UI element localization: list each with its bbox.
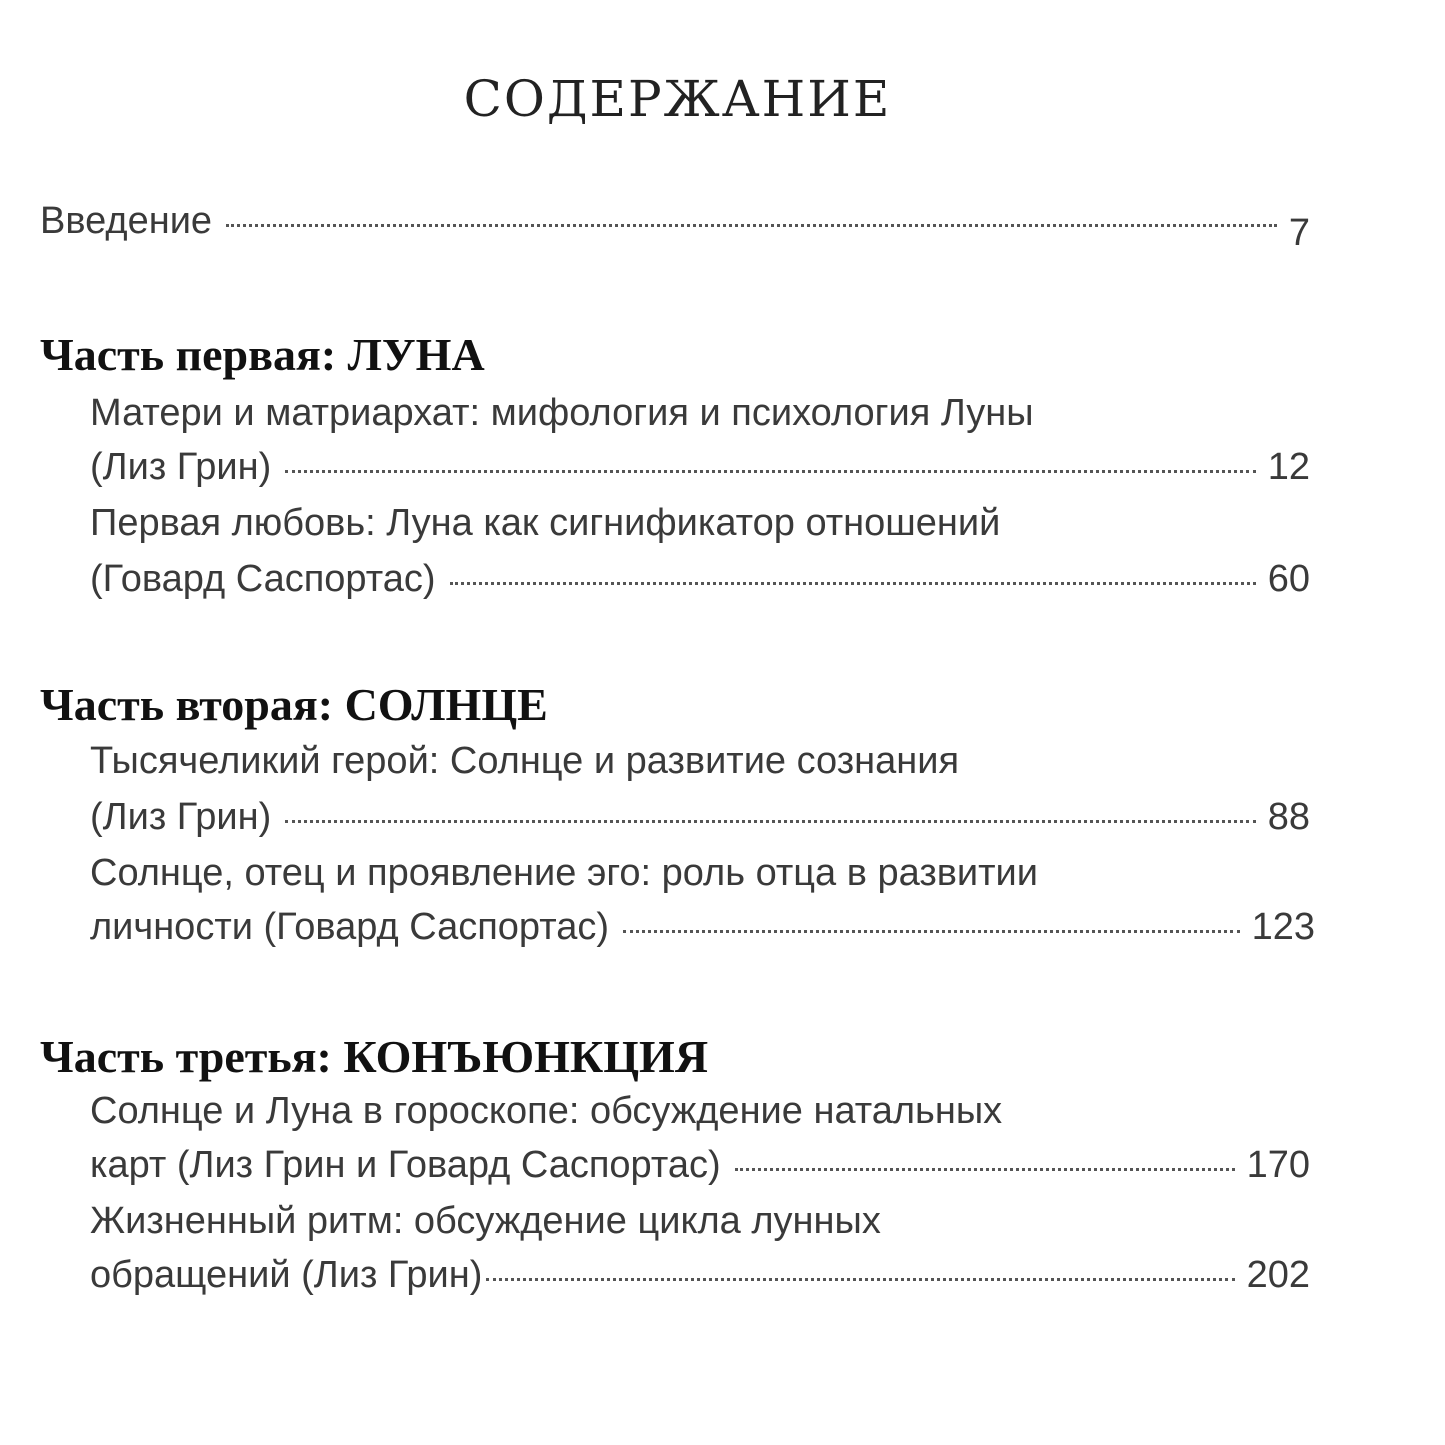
toc-entry[interactable] <box>90 1254 1310 1297</box>
leader-dots <box>226 224 1277 227</box>
page-title: СОДЕРЖАНИЕ <box>463 70 892 128</box>
toc-entry-title[interactable]: Первая любовь: Луна как сигнификатор отношений <box>90 502 1001 544</box>
leader-dots <box>486 1278 1234 1281</box>
page-number: 7 <box>1288 212 1310 254</box>
entry-author: (Лиз Грин) <box>90 796 272 838</box>
toc-entry-title[interactable]: Солнце, отец и проявление эго: роль отца в развитии <box>90 852 1039 894</box>
part-heading-2: Часть вторая: СОЛНЦЕ <box>40 679 548 730</box>
entry-author: (Лиз Грин) <box>90 446 272 488</box>
part-heading-3: Часть третья: КОНЪЮНКЦИЯ <box>40 1031 709 1082</box>
toc-entry-title[interactable]: Тысячеликий герой: Солнце и развитие сознания <box>90 740 960 782</box>
toc-entry[interactable] <box>90 1144 1310 1187</box>
page-number: 170 <box>1246 1144 1310 1186</box>
page-number: 60 <box>1267 558 1310 600</box>
toc-entry[interactable] <box>90 906 1315 949</box>
page-number: 88 <box>1267 796 1310 838</box>
page-number: 202 <box>1246 1254 1310 1296</box>
entry-label: Введение <box>40 200 213 242</box>
entry-author: карт (Лиз Грин и Говард Саспортас) <box>90 1144 721 1186</box>
leader-dots <box>623 930 1240 933</box>
toc-entry-intro[interactable] <box>40 200 1310 254</box>
entry-author: обращений (Лиз Грин) <box>90 1254 483 1296</box>
toc-entry[interactable] <box>90 558 1310 601</box>
page-number: 12 <box>1267 446 1310 488</box>
leader-dots <box>285 820 1255 823</box>
page-number: 123 <box>1251 906 1315 948</box>
leader-dots <box>285 470 1255 473</box>
entry-author: (Говард Саспортас) <box>90 558 436 600</box>
leader-dots <box>735 1168 1235 1171</box>
toc-entry-title[interactable]: Солнце и Луна в гороскопе: обсуждение натальных <box>90 1090 1003 1132</box>
toc-entry[interactable] <box>90 446 1310 489</box>
part-heading-1: Часть первая: ЛУНА <box>40 329 485 380</box>
leader-dots <box>450 582 1256 585</box>
toc-entry-title[interactable]: Жизненный ритм: обсуждение цикла лунных <box>90 1200 881 1242</box>
toc-entry-title[interactable]: Матери и матриархат: мифология и психология Луны <box>90 392 1034 434</box>
entry-author: личности (Говард Саспортас) <box>90 906 609 948</box>
toc-entry[interactable] <box>90 796 1310 839</box>
